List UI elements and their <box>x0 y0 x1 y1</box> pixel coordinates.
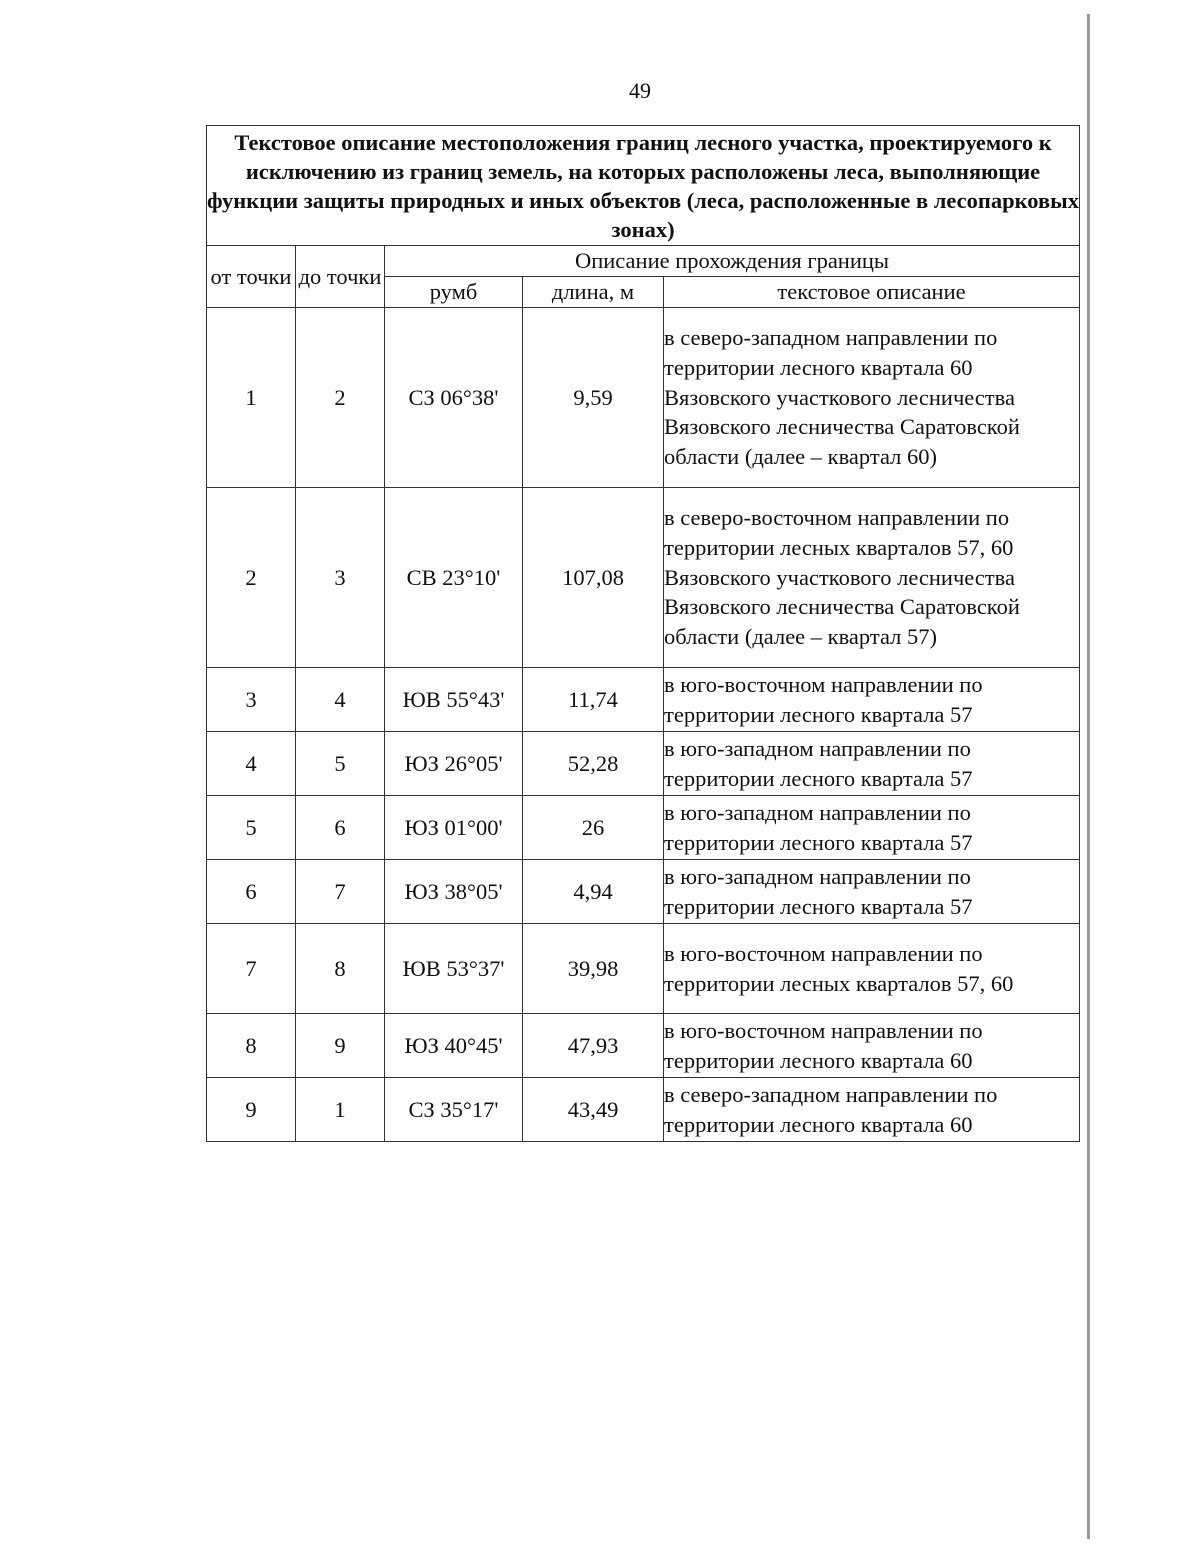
table-row <box>207 732 1080 796</box>
cell-text-description: в юго-восточном направлении по территории лесного квартала 60 <box>664 1014 1080 1078</box>
cell-to-point: 1 <box>296 1078 385 1142</box>
table-row <box>207 668 1080 732</box>
cell-to-point: 9 <box>296 1014 385 1078</box>
cell-to-point: 8 <box>296 924 385 1014</box>
cell-from-point: 2 <box>207 488 296 668</box>
cell-from-point: 6 <box>207 860 296 924</box>
cell-bearing: ЮЗ 38°05' <box>385 860 523 924</box>
table-row <box>207 924 1080 1014</box>
page-number: 49 <box>629 78 651 103</box>
table-row <box>207 1078 1080 1142</box>
cell-length: 43,49 <box>523 1078 664 1142</box>
cell-text-description: в юго-восточном направлении по территории лесных кварталов 57, 60 <box>664 924 1080 1014</box>
cell-text-description: в юго-западном направлении по территории лесного квартала 57 <box>664 732 1080 796</box>
cell-from-point: 9 <box>207 1078 296 1142</box>
cell-length: 9,59 <box>523 308 664 488</box>
cell-bearing: ЮЗ 01°00' <box>385 796 523 860</box>
header-length: длина, м <box>523 277 664 308</box>
cell-length: 11,74 <box>523 668 664 732</box>
scan-edge-line <box>1087 14 1090 1539</box>
cell-from-point: 4 <box>207 732 296 796</box>
cell-from-point: 7 <box>207 924 296 1014</box>
cell-from-point: 8 <box>207 1014 296 1078</box>
cell-text-description: в северо-западном направлении по территории лесного квартала 60 <box>664 1078 1080 1142</box>
cell-length: 107,08 <box>523 488 664 668</box>
boundary-description-table <box>206 125 1080 1142</box>
header-row-1 <box>207 246 1080 277</box>
cell-bearing: ЮВ 55°43' <box>385 668 523 732</box>
table-row <box>207 796 1080 860</box>
cell-to-point: 4 <box>296 668 385 732</box>
cell-to-point: 5 <box>296 732 385 796</box>
cell-text-description: в юго-восточном направлении по территории лесного квартала 57 <box>664 668 1080 732</box>
cell-to-point: 3 <box>296 488 385 668</box>
cell-bearing: СЗ 06°38' <box>385 308 523 488</box>
header-bearing: румб <box>385 277 523 308</box>
cell-bearing: СЗ 35°17' <box>385 1078 523 1142</box>
table-title: Текстовое описание местоположения границ лесного участка, проектируемого к исключению из границ земель, на которых расположены леса, выполняющие функции защиты природных и иных объектов (леса, расположенные в лесопарковых зонах) <box>207 126 1080 246</box>
cell-to-point: 7 <box>296 860 385 924</box>
header-text-description: текстовое описание <box>664 277 1080 308</box>
cell-text-description: в северо-западном направлении по территории лесного квартала 60 Вязовского участкового лесничества Вязовского лесничества Саратовской области (далее – квартал 60) <box>664 308 1080 488</box>
cell-length: 4,94 <box>523 860 664 924</box>
table-row <box>207 1014 1080 1078</box>
cell-from-point: 1 <box>207 308 296 488</box>
cell-text-description: в юго-западном направлении по территории лесного квартала 57 <box>664 860 1080 924</box>
table-row <box>207 488 1080 668</box>
cell-to-point: 2 <box>296 308 385 488</box>
table-title-row <box>207 126 1080 246</box>
cell-bearing: ЮВ 53°37' <box>385 924 523 1014</box>
cell-text-description: в северо-восточном направлении по территории лесных кварталов 57, 60 Вязовского участкового лесничества Вязовского лесничества Саратовской области (далее – квартал 57) <box>664 488 1080 668</box>
cell-length: 39,98 <box>523 924 664 1014</box>
cell-from-point: 3 <box>207 668 296 732</box>
cell-length: 52,28 <box>523 732 664 796</box>
cell-text-description: в юго-западном направлении по территории лесного квартала 57 <box>664 796 1080 860</box>
cell-to-point: 6 <box>296 796 385 860</box>
header-from-point: от точки <box>207 246 296 308</box>
header-to-point: до точки <box>296 246 385 308</box>
header-boundary-description-group: Описание прохождения границы <box>385 246 1080 277</box>
cell-bearing: СВ 23°10' <box>385 488 523 668</box>
cell-bearing: ЮЗ 26°05' <box>385 732 523 796</box>
cell-from-point: 5 <box>207 796 296 860</box>
cell-bearing: ЮЗ 40°45' <box>385 1014 523 1078</box>
cell-length: 47,93 <box>523 1014 664 1078</box>
table-row <box>207 308 1080 488</box>
cell-length: 26 <box>523 796 664 860</box>
table-body <box>207 126 1080 1142</box>
table-row <box>207 860 1080 924</box>
